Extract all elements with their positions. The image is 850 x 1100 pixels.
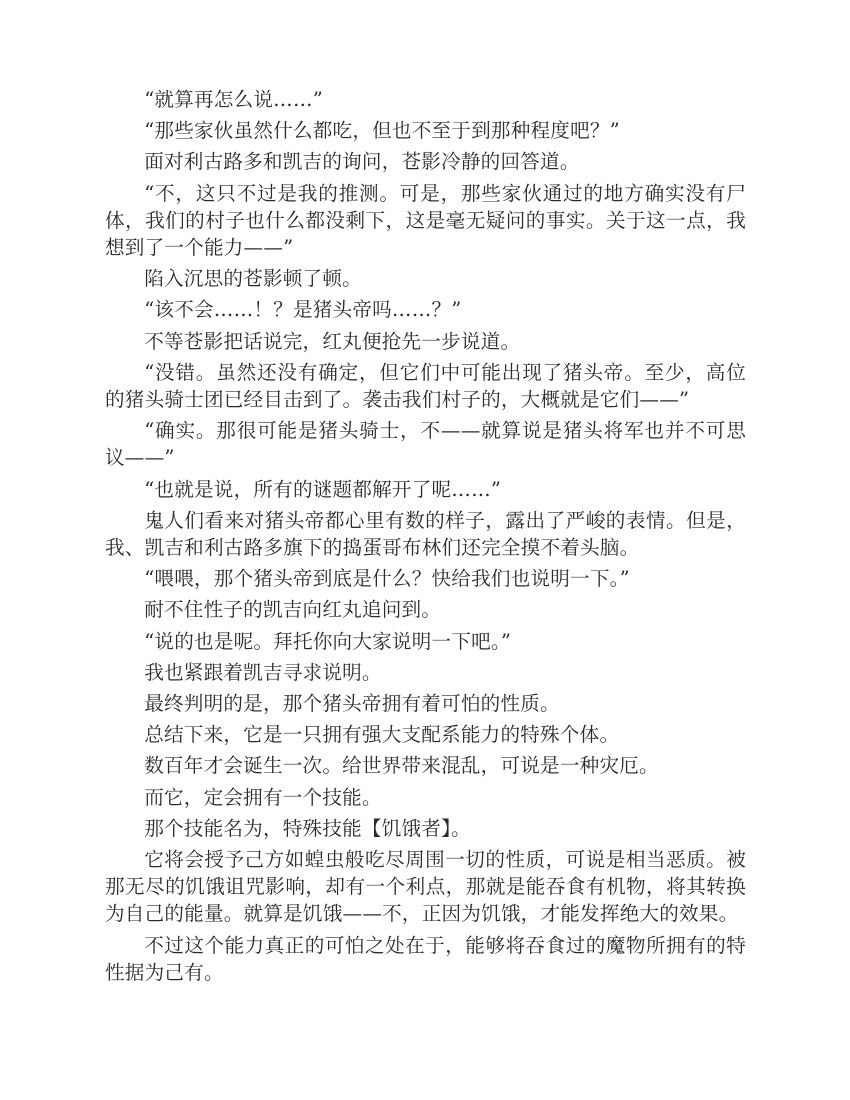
paragraph: 不过这个能力真正的可怕之处在于，能够将吞食过的魔物所拥有的特性据为己有。 [105,933,746,984]
paragraph: “就算再怎么说……” [144,88,323,111]
paragraph-skill-name: 那个技能名为，特殊技能【饥饿者】。 [144,816,471,840]
paragraph: 总结下来，它是一只拥有强大支配系能力的特殊个体。 [144,723,620,747]
paragraph: “没错。虽然还没有确定，但它们中可能出现了猪头帝。至少，高位的猪头骑士团已经目击到了。袭击我们村子的，大概就是它们——” [105,360,746,412]
paragraph: 最终判明的是，那个猪头帝拥有着可怕的性质。 [144,692,560,716]
paragraph: “不，这只不过是我的推测。可是，那些家伙通过的地方确实没有尸体，我们的村子也什么都没剩下，这是毫无疑问的事实。关于这一点，我想到了一个能力——” [105,181,746,260]
paragraph: “确实。那很可能是猪头骑士，不——就算说是猪头将军也并不可思议——” [105,419,746,470]
paragraph: 我也紧跟着凯吉寻求说明。 [144,660,382,684]
paragraph: 它将会授予己方如蝗虫般吃尽周围一切的性质，可说是相当恶质。被那无尽的饥饿诅咒影响，却有一个利点，那就是能吞食有机物，将其转换为自己的能量。就算是饥饿——不，正因为饥饿，才能发挥绝大的效果。 [105,848,746,926]
paragraph: 而它，定会拥有一个技能。 [144,785,382,809]
paragraph: 不等苍影把话说完，红丸便抢先一步说道。 [144,329,521,353]
paragraph: 陷入沉思的苍影顿了顿。 [144,267,362,291]
paragraph: “该不会……！？是猪头帝吗……？” [144,298,462,322]
paragraph: “说的也是呢。拜托你向大家说明一下吧。” [144,629,512,653]
paragraph: 数百年才会诞生一次。给世界带来混乱，可说是一种灾厄。 [144,754,659,778]
paragraph: 面对利古路多和凯吉的询问，苍影冷静的回答道。 [144,150,580,174]
paragraph: “那些家伙虽然什么都吃，但也不至于到那种程度吧？” [144,119,620,143]
paragraph: 耐不住性子的凯吉向红丸追问到。 [144,598,442,622]
paragraph: “也就是说，所有的谜题都解开了呢……” [144,477,502,501]
paragraph: 鬼人们看来对猪头帝都心里有数的样子，露出了严峻的表情。但是，我、凯吉和利古路多旗下的捣蛋哥布林们还完全摸不着头脑。 [105,508,746,560]
document-text-body [105,86,746,986]
paragraph: “喂喂，那个猪头帝到底是什么？快给我们也说明一下。” [144,567,630,591]
